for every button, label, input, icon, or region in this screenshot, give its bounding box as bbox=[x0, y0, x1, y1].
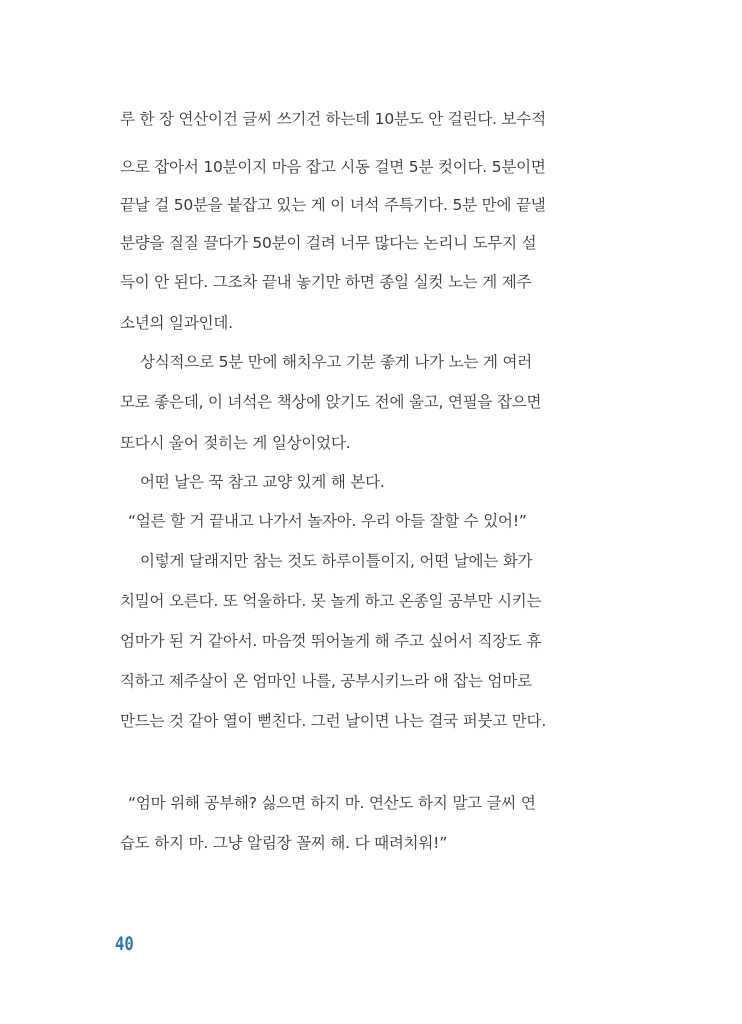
text-line: 치밀어 오른다. 또 억울하다. 못 놀게 하고 온종일 공부만 시키는 bbox=[120, 592, 542, 610]
page-number: 40 bbox=[115, 933, 134, 955]
text-line: 루 한 장 연산이건 글씨 쓰기건 하는데 10분도 안 걸린다. 보수적 bbox=[120, 110, 546, 128]
text-line: 어떤 날은 꾹 참고 교양 있게 해 본다. bbox=[140, 473, 385, 491]
text-line: 엄마가 된 거 같아서. 마음껏 뛰어놀게 해 주고 싶어서 직장도 휴 bbox=[120, 632, 542, 650]
quote-line: “얼른 할 거 끝내고 나가서 놀자아. 우리 아들 잘할 수 있어!” bbox=[128, 512, 527, 530]
text-line: 득이 안 된다. 그조차 끝내 놓기만 하면 종일 실컷 노는 게 제주 bbox=[120, 273, 532, 291]
text-line: 만드는 것 같아 열이 뻗친다. 그런 날이면 나는 결국 퍼붓고 만다. bbox=[120, 712, 547, 730]
text-line: 이렇게 달래지만 참는 것도 하루이틀이지, 어떤 날에는 화가 bbox=[140, 552, 533, 570]
text-line: 직하고 제주살이 온 엄마인 나를, 공부시키느라 애 잡는 엄마로 bbox=[120, 672, 532, 690]
text-line: 모로 좋은데, 이 녀석은 책상에 앉기도 전에 울고, 연필을 잡으면 bbox=[120, 393, 542, 411]
text-line: 소년의 일과인데. bbox=[120, 314, 233, 332]
text-line: 끝날 걸 50분을 붙잡고 있는 게 이 녀석 주특기다. 5분 만에 끝낼 bbox=[120, 196, 546, 214]
text-line: 상식적으로 5분 만에 해치우고 기분 좋게 나가 노는 게 여러 bbox=[140, 353, 532, 371]
text-line: 으로 잡아서 10분이지 마음 잡고 시동 걸면 5분 컷이다. 5분이면 bbox=[120, 158, 546, 176]
text-line: 또다시 울어 젖히는 게 일상이었다. bbox=[120, 434, 351, 452]
text-line: 분량을 질질 끌다가 50분이 걸려 너무 많다는 논리니 도무지 설 bbox=[120, 234, 537, 252]
quote-line: “엄마 위해 공부해? 싫으면 하지 마. 연산도 하지 말고 글씨 연 bbox=[128, 794, 536, 812]
quote-line: 습도 하지 마. 그냥 알림장 꼴찌 해. 다 때려치워!” bbox=[120, 834, 448, 852]
